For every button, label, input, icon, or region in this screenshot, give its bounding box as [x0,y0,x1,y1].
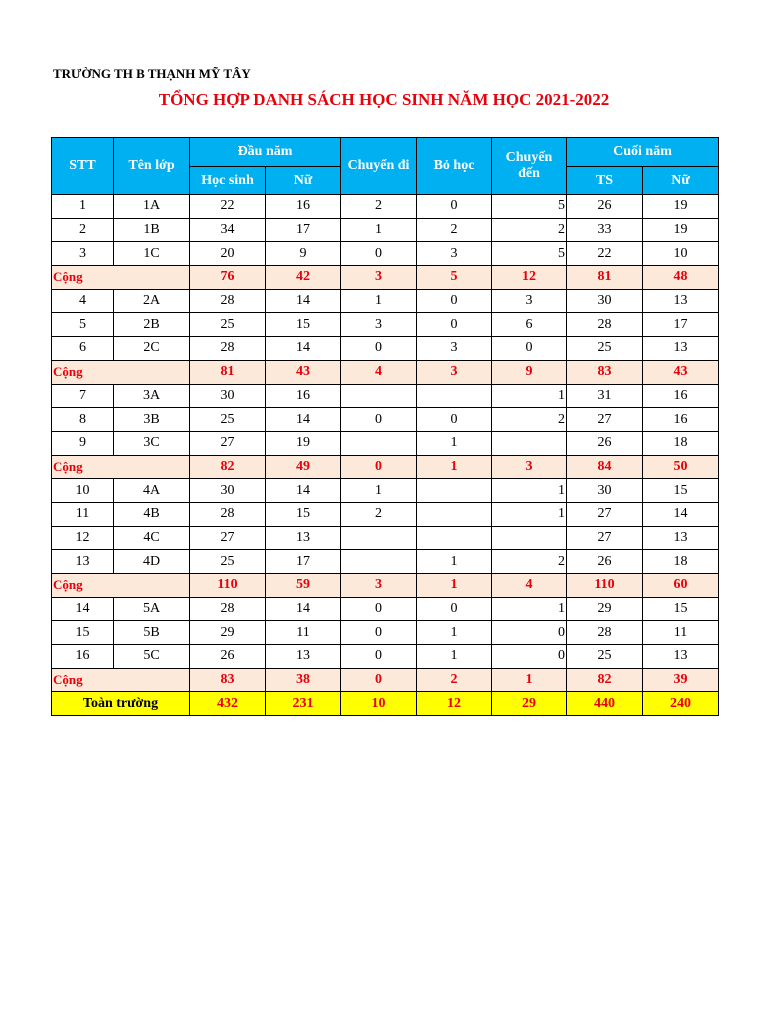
cell-chuyen-den: 3 [492,455,567,479]
cell-chuyen-di [341,550,417,574]
cell-hoc-sinh: 110 [190,574,266,598]
cell-nu-cuoi-nam: 43 [643,360,719,384]
cell-ten-lop: 5C [114,645,190,669]
cell-nu: 49 [266,455,341,479]
cell-chuyen-den: 9 [492,360,567,384]
subtotal-row [52,360,719,384]
cell-stt: 11 [52,502,114,526]
cell-ts: 29 [567,597,643,621]
cell-ten-lop: 5A [114,597,190,621]
cell-nu: 14 [266,479,341,503]
cell-bo-hoc: 5 [417,266,492,290]
table-row [52,289,719,313]
cell-nu-cuoi-nam: 13 [643,289,719,313]
cell-nu: 13 [266,645,341,669]
cell-hoc-sinh: 22 [190,195,266,219]
subtotal-blank-cell [114,266,190,290]
cell-hoc-sinh: 28 [190,597,266,621]
header-nu: Nữ [266,167,341,195]
cell-stt: 2 [52,218,114,242]
cell-bo-hoc [417,526,492,550]
table-row [52,479,719,503]
cell-ten-lop: 3B [114,408,190,432]
cell-chuyen-di: 1 [341,218,417,242]
cell-ten-lop: 5B [114,621,190,645]
cell-chuyen-di: 0 [341,597,417,621]
cell-nu: 19 [266,431,341,455]
cell-ten-lop: 4A [114,479,190,503]
cell-nu: 38 [266,668,341,692]
cell-nu: 15 [266,502,341,526]
header-chuyen-di: Chuyển đi [341,138,417,195]
cell-chuyen-den [492,526,567,550]
cell-nu: 14 [266,289,341,313]
header-chuyen-den [492,138,567,195]
cell-ten-lop: 2A [114,289,190,313]
cell-ts: 26 [567,195,643,219]
cell-nu-cuoi-nam: 14 [643,502,719,526]
cell-chuyen-den [492,431,567,455]
header-ts: TS [567,167,643,195]
total-cell-bo: 12 [417,692,492,716]
cell-chuyen-di [341,384,417,408]
table-row [52,218,719,242]
cell-hoc-sinh: 25 [190,313,266,337]
cell-ts: 84 [567,455,643,479]
cell-hoc-sinh: 34 [190,218,266,242]
cell-bo-hoc: 2 [417,668,492,692]
cell-bo-hoc [417,502,492,526]
cell-ts: 27 [567,502,643,526]
cell-chuyen-di: 0 [341,668,417,692]
cell-chuyen-den: 1 [492,384,567,408]
cell-chuyen-di: 2 [341,195,417,219]
total-cell-nu2: 240 [643,692,719,716]
cell-stt: 5 [52,313,114,337]
cell-chuyen-den: 5 [492,195,567,219]
table-row [52,408,719,432]
cell-chuyen-di: 1 [341,479,417,503]
cell-bo-hoc: 1 [417,550,492,574]
cell-nu: 16 [266,384,341,408]
cell-chuyen-di: 0 [341,455,417,479]
cell-bo-hoc: 1 [417,455,492,479]
cell-ten-lop: 1C [114,242,190,266]
header-nu-cuoi-nam: Nữ [643,167,719,195]
cell-stt: 9 [52,431,114,455]
table-row [52,337,719,361]
cell-stt: 1 [52,195,114,219]
cell-nu-cuoi-nam: 17 [643,313,719,337]
cell-hoc-sinh: 83 [190,668,266,692]
table-row [52,242,719,266]
subtotal-label: Cộng [52,668,114,692]
cell-nu: 14 [266,597,341,621]
cell-chuyen-di: 4 [341,360,417,384]
cell-bo-hoc: 1 [417,621,492,645]
cell-chuyen-di: 3 [341,313,417,337]
subtotal-row [52,455,719,479]
cell-bo-hoc: 3 [417,242,492,266]
cell-hoc-sinh: 76 [190,266,266,290]
cell-hoc-sinh: 20 [190,242,266,266]
subtotal-blank-cell [114,668,190,692]
cell-ts: 30 [567,289,643,313]
table-row [52,526,719,550]
cell-ts: 28 [567,621,643,645]
cell-nu-cuoi-nam: 15 [643,597,719,621]
subtotal-blank-cell [114,455,190,479]
cell-ts: 83 [567,360,643,384]
cell-nu-cuoi-nam: 18 [643,550,719,574]
cell-bo-hoc: 2 [417,218,492,242]
cell-ts: 31 [567,384,643,408]
cell-chuyen-di [341,431,417,455]
cell-bo-hoc: 0 [417,597,492,621]
cell-ten-lop: 1B [114,218,190,242]
cell-nu-cuoi-nam: 16 [643,408,719,432]
cell-hoc-sinh: 30 [190,384,266,408]
cell-ts: 81 [567,266,643,290]
cell-nu: 14 [266,408,341,432]
cell-nu-cuoi-nam: 50 [643,455,719,479]
table-row [52,597,719,621]
cell-stt: 15 [52,621,114,645]
cell-ts: 26 [567,431,643,455]
cell-chuyen-di: 0 [341,621,417,645]
cell-stt: 14 [52,597,114,621]
cell-stt: 16 [52,645,114,669]
cell-nu: 42 [266,266,341,290]
total-cell-di: 10 [341,692,417,716]
cell-ts: 22 [567,242,643,266]
cell-ts: 26 [567,550,643,574]
cell-chuyen-den: 6 [492,313,567,337]
cell-nu-cuoi-nam: 13 [643,337,719,361]
cell-hoc-sinh: 29 [190,621,266,645]
cell-stt: 12 [52,526,114,550]
cell-nu-cuoi-nam: 48 [643,266,719,290]
cell-chuyen-di: 3 [341,266,417,290]
cell-ts: 27 [567,526,643,550]
cell-chuyen-den: 3 [492,289,567,313]
cell-nu-cuoi-nam: 16 [643,384,719,408]
header-hoc-sinh: Học sinh [190,167,266,195]
subtotal-label: Cộng [52,360,114,384]
subtotal-label: Cộng [52,266,114,290]
cell-bo-hoc [417,384,492,408]
cell-hoc-sinh: 30 [190,479,266,503]
cell-nu: 13 [266,526,341,550]
total-cell-nu: 231 [266,692,341,716]
cell-nu: 14 [266,337,341,361]
cell-ts: 28 [567,313,643,337]
cell-ts: 110 [567,574,643,598]
table-body [52,195,719,716]
cell-ts: 82 [567,668,643,692]
total-cell-ts: 440 [567,692,643,716]
cell-ten-lop: 3A [114,384,190,408]
cell-hoc-sinh: 82 [190,455,266,479]
cell-nu-cuoi-nam: 19 [643,195,719,219]
cell-chuyen-den: 1 [492,502,567,526]
student-summary-table [51,137,719,716]
cell-bo-hoc: 0 [417,195,492,219]
cell-ten-lop: 1A [114,195,190,219]
cell-hoc-sinh: 26 [190,645,266,669]
cell-chuyen-den: 2 [492,550,567,574]
cell-nu-cuoi-nam: 19 [643,218,719,242]
subtotal-label: Cộng [52,574,114,598]
cell-stt: 4 [52,289,114,313]
cell-ts: 25 [567,337,643,361]
cell-chuyen-di: 2 [341,502,417,526]
cell-bo-hoc: 0 [417,289,492,313]
table-row [52,195,719,219]
cell-nu: 59 [266,574,341,598]
school-total-label: Toàn trường [52,692,190,716]
cell-stt: 13 [52,550,114,574]
cell-ten-lop: 2C [114,337,190,361]
cell-chuyen-den: 0 [492,337,567,361]
cell-nu: 43 [266,360,341,384]
cell-bo-hoc: 3 [417,360,492,384]
subtotal-blank-cell [114,360,190,384]
cell-stt: 7 [52,384,114,408]
total-cell-hs: 432 [190,692,266,716]
cell-hoc-sinh: 25 [190,408,266,432]
cell-hoc-sinh: 28 [190,502,266,526]
page-title: TỔNG HỢP DANH SÁCH HỌC SINH NĂM HỌC 2021-2022 [158,90,610,109]
cell-bo-hoc: 1 [417,574,492,598]
cell-nu-cuoi-nam: 60 [643,574,719,598]
cell-bo-hoc: 0 [417,408,492,432]
cell-ten-lop: 4D [114,550,190,574]
cell-ten-lop: 2B [114,313,190,337]
cell-nu: 17 [266,218,341,242]
cell-nu-cuoi-nam: 11 [643,621,719,645]
cell-nu: 11 [266,621,341,645]
subtotal-label: Cộng [52,455,114,479]
header-cuoi-nam: Cuối năm [567,138,719,167]
table-row [52,645,719,669]
cell-ten-lop: 3C [114,431,190,455]
cell-chuyen-den: 0 [492,645,567,669]
cell-ts: 33 [567,218,643,242]
table-row [52,621,719,645]
cell-hoc-sinh: 81 [190,360,266,384]
table-row [52,431,719,455]
cell-chuyen-den: 0 [492,621,567,645]
cell-stt: 3 [52,242,114,266]
cell-nu: 9 [266,242,341,266]
table-row [52,313,719,337]
cell-chuyen-di: 0 [341,645,417,669]
school-total-row [52,692,719,716]
table-row [52,550,719,574]
cell-chuyen-di [341,526,417,550]
header-stt: STT [52,138,114,195]
header-dau-nam: Đầu năm [190,138,341,167]
school-name: TRƯỜNG TH B THẠNH MỸ TÂY [53,66,251,81]
cell-stt: 6 [52,337,114,361]
total-cell-den: 29 [492,692,567,716]
cell-ts: 25 [567,645,643,669]
cell-ts: 30 [567,479,643,503]
cell-nu: 17 [266,550,341,574]
cell-chuyen-den: 1 [492,668,567,692]
cell-nu-cuoi-nam: 18 [643,431,719,455]
cell-chuyen-den: 4 [492,574,567,598]
cell-bo-hoc: 1 [417,431,492,455]
cell-bo-hoc: 3 [417,337,492,361]
cell-chuyen-den: 1 [492,597,567,621]
cell-nu: 16 [266,195,341,219]
cell-nu-cuoi-nam: 10 [643,242,719,266]
cell-chuyen-di: 0 [341,337,417,361]
header-chuyen-den-label: Chuyến đến [505,150,553,181]
cell-nu: 15 [266,313,341,337]
cell-chuyen-di: 1 [341,289,417,313]
subtotal-row [52,266,719,290]
cell-hoc-sinh: 28 [190,289,266,313]
cell-ts: 27 [567,408,643,432]
table-row [52,384,719,408]
header-bo-hoc: Bỏ học [417,138,492,195]
cell-bo-hoc: 1 [417,645,492,669]
subtotal-blank-cell [114,574,190,598]
cell-chuyen-den: 5 [492,242,567,266]
cell-ten-lop: 4C [114,526,190,550]
cell-nu-cuoi-nam: 13 [643,526,719,550]
subtotal-row [52,574,719,598]
cell-stt: 10 [52,479,114,503]
cell-stt: 8 [52,408,114,432]
cell-chuyen-den: 2 [492,408,567,432]
header-ten-lop: Tên lớp [114,138,190,195]
cell-chuyen-den: 1 [492,479,567,503]
cell-ten-lop: 4B [114,502,190,526]
cell-nu-cuoi-nam: 39 [643,668,719,692]
cell-nu-cuoi-nam: 15 [643,479,719,503]
subtotal-row [52,668,719,692]
cell-chuyen-di: 0 [341,408,417,432]
cell-bo-hoc: 0 [417,313,492,337]
cell-hoc-sinh: 28 [190,337,266,361]
cell-chuyen-den: 2 [492,218,567,242]
table-row [52,502,719,526]
cell-hoc-sinh: 25 [190,550,266,574]
cell-hoc-sinh: 27 [190,526,266,550]
cell-hoc-sinh: 27 [190,431,266,455]
cell-chuyen-den: 12 [492,266,567,290]
cell-bo-hoc [417,479,492,503]
cell-chuyen-di: 0 [341,242,417,266]
cell-chuyen-di: 3 [341,574,417,598]
cell-nu-cuoi-nam: 13 [643,645,719,669]
